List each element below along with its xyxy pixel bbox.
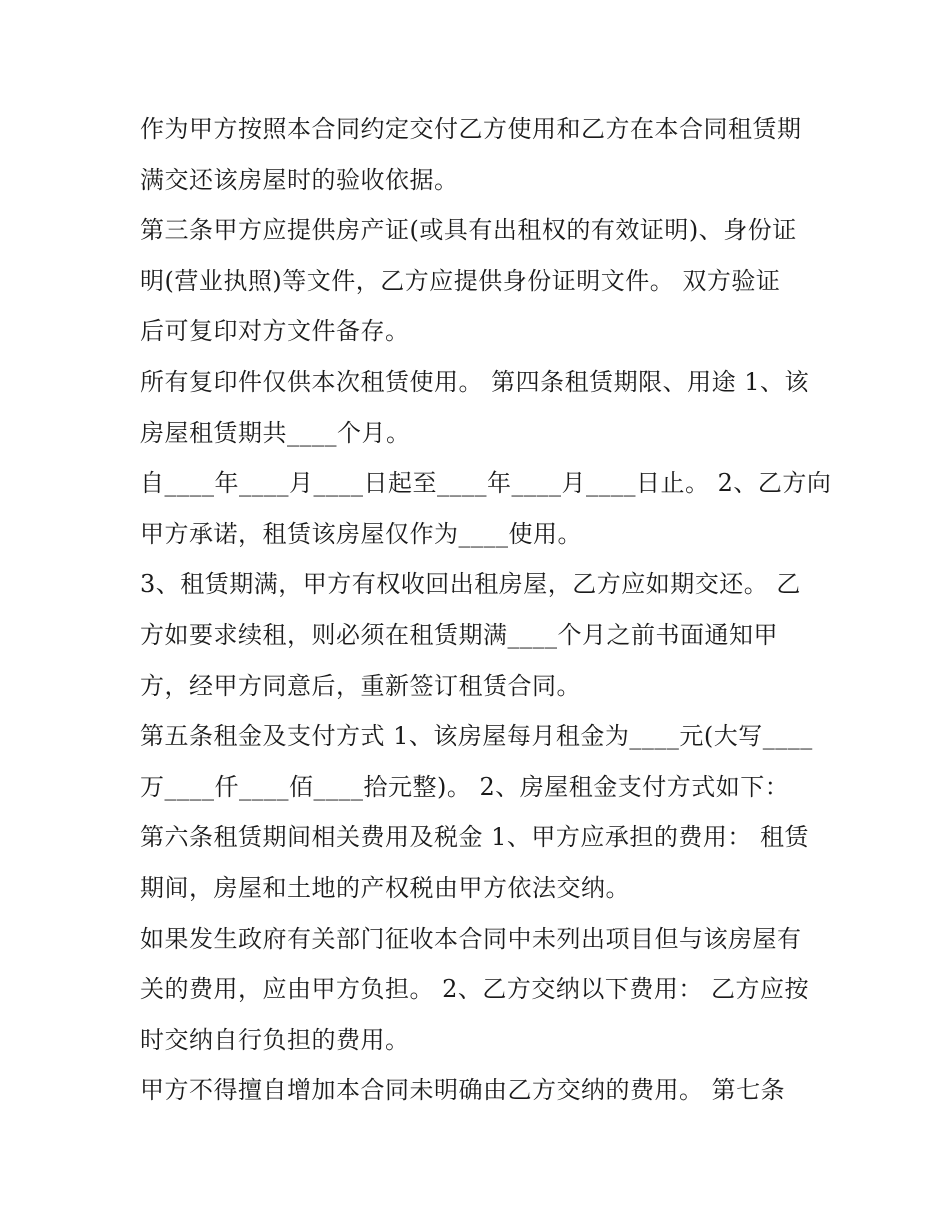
text-line: 期间，房屋和土地的产权税由甲方依法交纳。 (140, 873, 630, 902)
text-line: 第六条租赁期间相关费用及税金 1、甲方应承担的费用： 租赁 (140, 823, 810, 852)
text-line: 作为甲方按照本合同约定交付乙方使用和乙方在本合同租赁期 (140, 115, 802, 143)
text-line: 方，经甲方同意后，重新签订租赁合同。 (140, 671, 581, 700)
text-line: 自____年____月____日起至____年____月____日止。 2、乙方向 (140, 469, 832, 498)
text-line: 时交纳自行负担的费用。 (140, 1025, 410, 1054)
text-line: 甲方不得擅自增加本合同未明确由乙方交纳的费用。 第七条 (140, 1076, 786, 1105)
text-line: 万____仟____佰____拾元整)。 2、房屋租金支付方式如下： (140, 772, 790, 801)
text-line: 第五条租金及支付方式 1、该房屋每月租金为____元(大写____ (140, 722, 813, 751)
text-line: 3、租赁期满，甲方有权收回出租房屋，乙方应如期交还。 乙 (140, 570, 801, 599)
text-line: 关的费用，应由甲方负担。 2、乙方交纳以下费用： 乙方应按 (140, 975, 810, 1004)
text-line: 明(营业执照)等文件，乙方应提供身份证明文件。 双方验证 (140, 266, 781, 295)
text-line: 方如要求续租，则必须在租赁期满____个月之前书面通知甲 (140, 620, 778, 649)
document-body (140, 104, 832, 1116)
text-line: 房屋租赁期共____个月。 (140, 418, 411, 447)
text-line: 满交还该房屋时的验收依据。 (140, 165, 459, 194)
text-line: 甲方承诺，租赁该房屋仅作为____使用。 (140, 519, 582, 548)
text-line: 所有复印件仅供本次租赁使用。 第四条租赁期限、用途 1、该 (140, 367, 810, 396)
text-line: 后可复印对方文件备存。 (140, 317, 410, 346)
text-line: 如果发生政府有关部门征收本合同中未列出项目但与该房屋有 (140, 924, 802, 953)
text-line: 第三条甲方应提供房产证(或具有出租权的有效证明)、身份证 (140, 216, 797, 245)
